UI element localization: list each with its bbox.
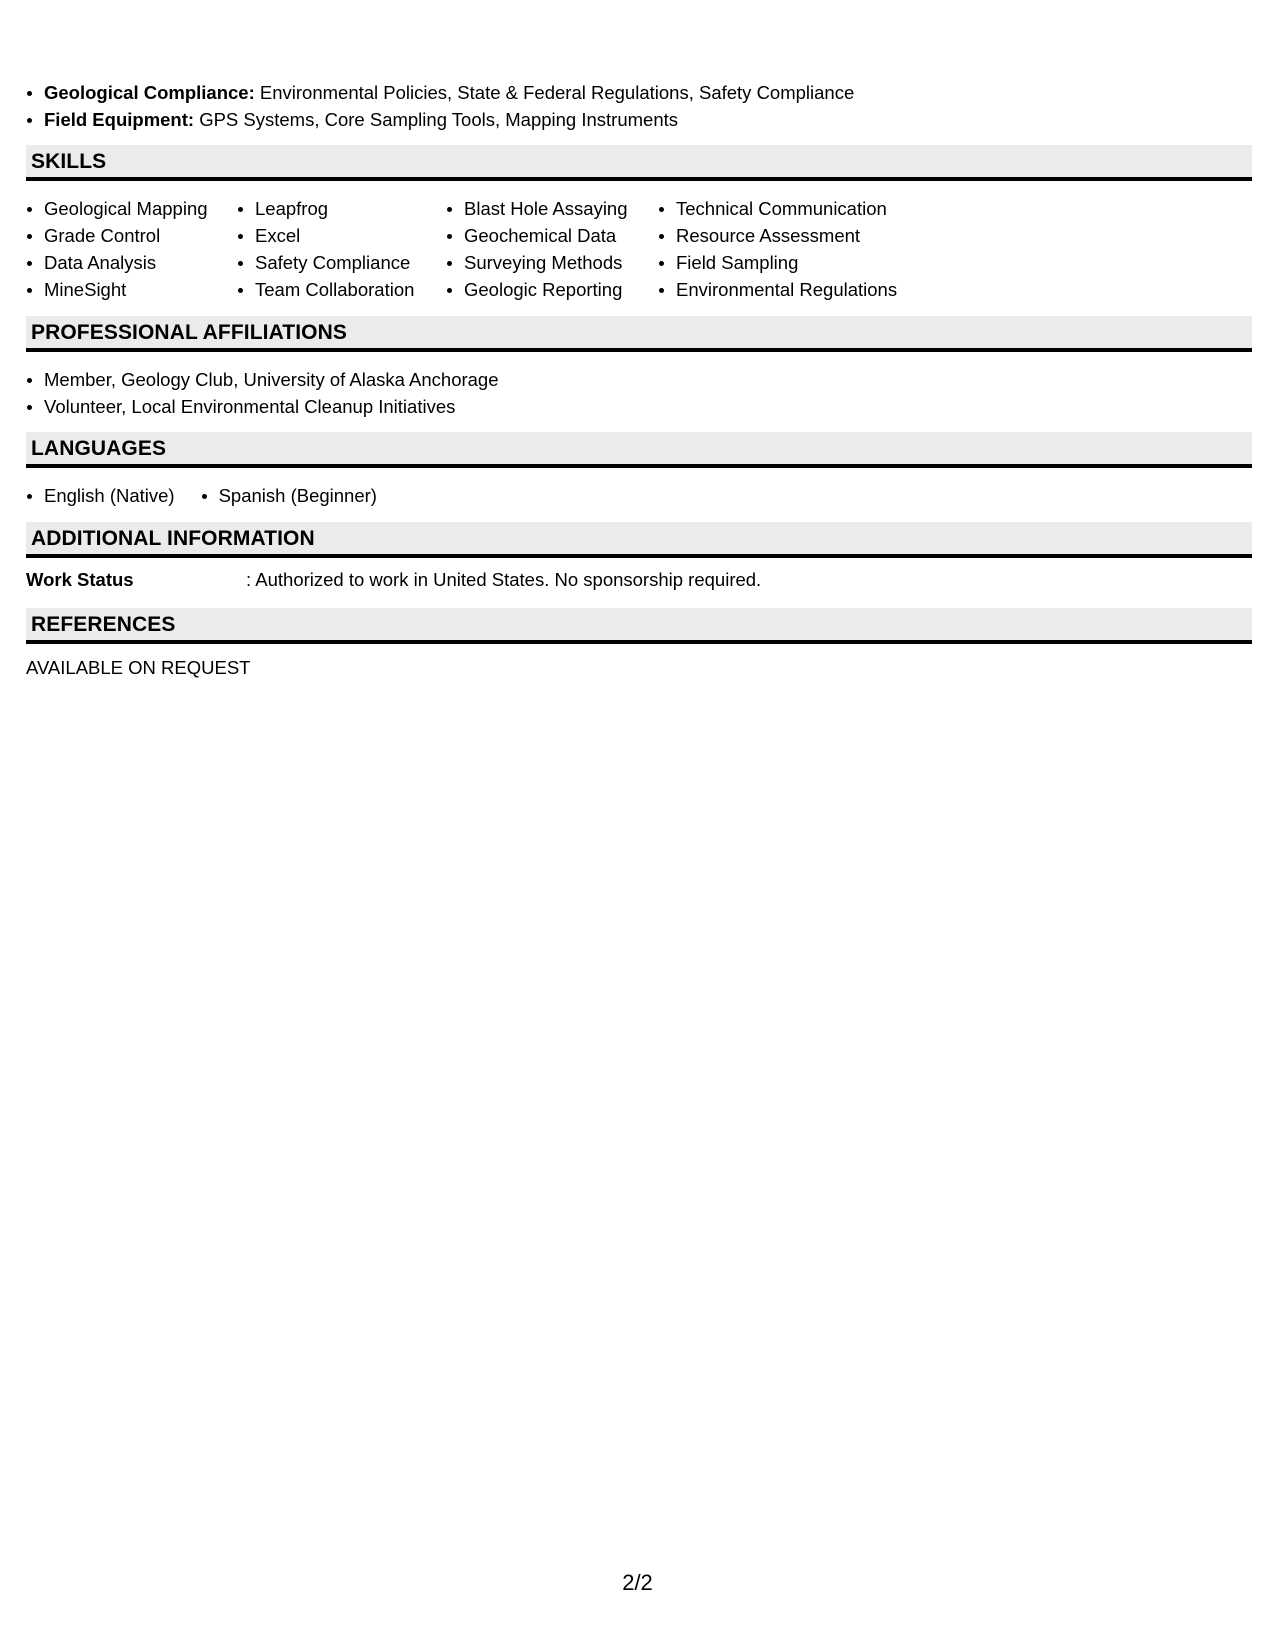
- languages-list: [26, 482, 403, 509]
- list-item: Volunteer, Local Environmental Cleanup Initiatives: [26, 393, 499, 420]
- section-title: REFERENCES: [31, 613, 176, 636]
- page-number: 2/2: [622, 1570, 653, 1595]
- skill-item: Safety Compliance: [237, 249, 446, 276]
- list-item: [26, 106, 854, 133]
- affiliations-list: [26, 366, 499, 420]
- skill-item: Geological Mapping: [26, 195, 237, 222]
- skill-item: Surveying Methods: [446, 249, 658, 276]
- language-item: English (Native): [26, 482, 175, 509]
- language-item: Spanish (Beginner): [201, 482, 377, 509]
- skills-column: [237, 195, 446, 303]
- section-header-affiliations: [26, 316, 1252, 352]
- section-header-additional: [26, 522, 1252, 558]
- skill-item: Data Analysis: [26, 249, 237, 276]
- skills-column: [658, 195, 918, 303]
- references-text: AVAILABLE ON REQUEST: [26, 657, 251, 678]
- work-status-label: Work Status: [26, 569, 134, 590]
- skill-item: MineSight: [26, 276, 237, 303]
- item-label: Field Equipment:: [44, 109, 195, 130]
- item-value: Environmental Policies, State & Federal Regulations, Safety Compliance: [259, 82, 855, 103]
- skill-item: Field Sampling: [658, 249, 918, 276]
- skill-item: Technical Communication: [658, 195, 918, 222]
- skill-item: Geochemical Data: [446, 222, 658, 249]
- work-status-row: [26, 568, 761, 592]
- list-item: [26, 79, 854, 106]
- technical-skills-list: [26, 79, 854, 133]
- section-title: PROFESSIONAL AFFILIATIONS: [31, 321, 347, 344]
- section-header-skills: [26, 145, 1252, 181]
- section-title: ADDITIONAL INFORMATION: [31, 527, 315, 550]
- skill-item: Resource Assessment: [658, 222, 918, 249]
- item-label: Geological Compliance:: [44, 82, 255, 103]
- skills-column: [446, 195, 658, 303]
- item-value: GPS Systems, Core Sampling Tools, Mapping Instruments: [199, 109, 679, 130]
- section-header-references: [26, 608, 1252, 644]
- list-item: Member, Geology Club, University of Alaska Anchorage: [26, 366, 499, 393]
- skill-item: Geologic Reporting: [446, 276, 658, 303]
- skills-column: [26, 195, 237, 303]
- section-header-languages: [26, 432, 1252, 468]
- section-title: SKILLS: [31, 150, 107, 173]
- work-status-value: : Authorized to work in United States. No sponsorship required.: [246, 569, 762, 590]
- section-title: LANGUAGES: [31, 437, 167, 460]
- skill-item: Leapfrog: [237, 195, 446, 222]
- skills-grid: [26, 195, 918, 303]
- skill-item: Team Collaboration: [237, 276, 446, 303]
- skill-item: Grade Control: [26, 222, 237, 249]
- skill-item: Blast Hole Assaying: [446, 195, 658, 222]
- skill-item: Environmental Regulations: [658, 276, 918, 303]
- skill-item: Excel: [237, 222, 446, 249]
